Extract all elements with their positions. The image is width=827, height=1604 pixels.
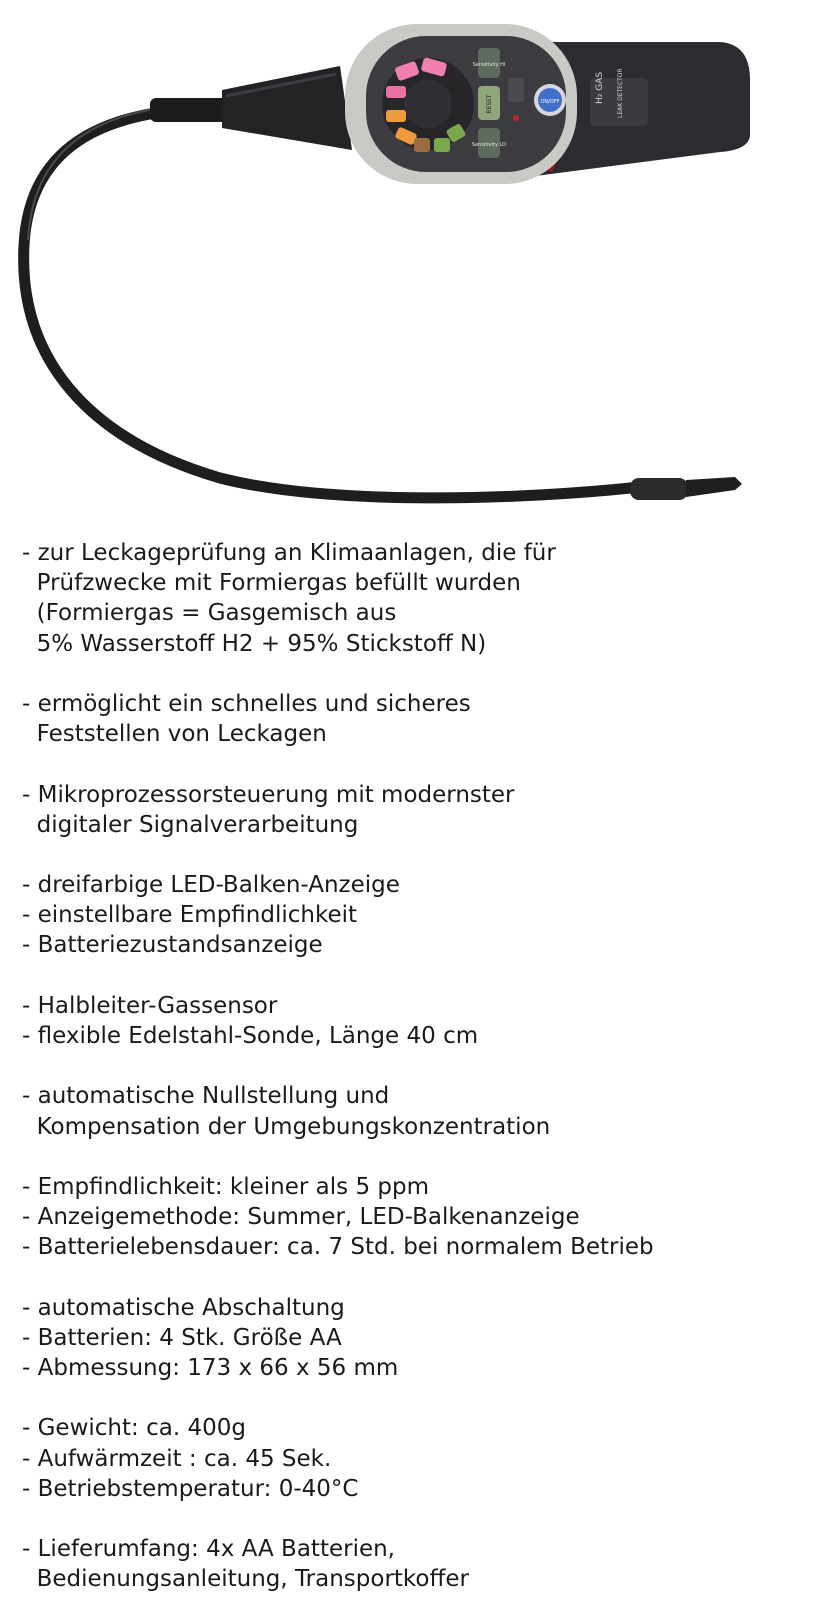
feature-line: - Batterien: 4 Stk. Größe AA — [22, 1324, 342, 1351]
device-label-sub: LEAK DETECTOR — [617, 68, 624, 118]
leak-detector-product-image — [0, 0, 827, 520]
feature-line: - Lieferumfang: 4x AA Batterien, — [22, 1536, 395, 1563]
feature-line: - dreifarbige LED-Balken-Anzeige — [22, 872, 400, 899]
feature-line: - ermöglicht ein schnelles und sicheres — [22, 690, 471, 717]
group-spacer — [22, 749, 812, 779]
feature-line: - Aufwärmzeit : ca. 45 Sek. — [22, 1445, 332, 1472]
feature-line: - Mikroprozessorsteuerung mit modernster — [22, 781, 515, 808]
feature-line: - flexible Edelstahl-Sonde, Länge 40 cm — [22, 1023, 479, 1049]
feature-line: Bedienungsanleitung, Transportkoffer — [22, 1566, 469, 1593]
feature-line: - Batteriezustandsanzeige — [22, 932, 323, 959]
feature-line: - einstellbare Empfindlichkeit — [22, 902, 358, 929]
group-spacer — [22, 1383, 812, 1413]
feature-line: 5% Wasserstoff H2 + 95% Stickstoff N) — [22, 630, 487, 657]
feature-line: - Betriebstemperatur: 0-40°C — [22, 1475, 359, 1502]
feature-line: digitaler Signalverarbeitung — [22, 811, 359, 838]
sensitivity-hi-label: Sensitivity HI — [472, 62, 506, 68]
group-spacer — [22, 1504, 812, 1534]
group-spacer — [22, 961, 812, 991]
group-spacer — [22, 1263, 812, 1293]
reset-label: RESET — [486, 94, 493, 114]
feature-line: - Batterielebensdauer: ca. 7 Std. bei normalem Betrieb — [22, 1234, 654, 1261]
probe-connector — [150, 66, 352, 150]
group-spacer — [22, 1142, 812, 1172]
feature-line: - zur Leckageprüfung an Klimaanlagen, die für — [22, 540, 556, 566]
feature-line: (Formiergas = Gasgemisch aus — [22, 600, 397, 627]
device-label-main: H₂ GAS — [595, 71, 605, 104]
feature-line: - Empfindlichkeit: kleiner als 5 ppm — [22, 1173, 430, 1200]
sensitivity-lo-label: Sensitivity LO — [471, 142, 507, 148]
group-spacer — [22, 1051, 812, 1081]
probe-tip — [630, 477, 742, 500]
feature-line: Feststellen von Leckagen — [22, 721, 327, 748]
feature-line: - automatische Abschaltung — [22, 1294, 345, 1321]
feature-line: - Anzeigemethode: Summer, LED-Balkenanzeige — [22, 1204, 580, 1231]
feature-line: Kompensation der Umgebungskonzentration — [22, 1113, 551, 1140]
feature-line: - automatische Nullstellung und — [22, 1083, 390, 1110]
control-panel — [345, 24, 577, 184]
feature-line: - Abmessung: 173 x 66 x 56 mm — [22, 1355, 399, 1382]
feature-line: - Halbleiter-Gassensor — [22, 992, 278, 1019]
feature-line: Prüfzwecke mit Formiergas befüllt wurden — [22, 570, 521, 597]
group-spacer — [22, 659, 812, 689]
feature-line: - Gewicht: ca. 400g — [22, 1415, 246, 1442]
status-led — [513, 115, 519, 121]
group-spacer — [22, 840, 812, 870]
power-label: ON/OFF — [540, 99, 560, 105]
feature-list — [22, 538, 812, 1595]
